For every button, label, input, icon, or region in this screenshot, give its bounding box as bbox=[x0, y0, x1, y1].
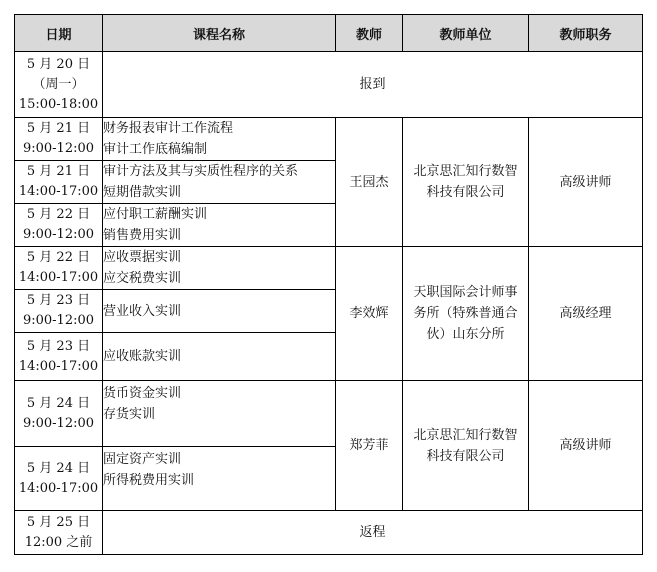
date-cell: 5 月 22 日 14:00-17:00 bbox=[15, 247, 103, 290]
date-cell: 5 月 21 日 14:00-17:00 bbox=[15, 161, 103, 204]
teacher-title: 高级经理 bbox=[529, 247, 643, 381]
teacher-name: 郑芳菲 bbox=[336, 381, 403, 511]
table-row bbox=[15, 118, 643, 161]
date-cell: 5 月 23 日 9:00-12:00 bbox=[15, 290, 103, 333]
teacher-name: 王园杰 bbox=[336, 118, 403, 247]
teacher-name: 李效辉 bbox=[336, 247, 403, 381]
teacher-title: 高级讲师 bbox=[529, 118, 643, 247]
departure-text: 返程 bbox=[103, 511, 643, 555]
date-cell: 5 月 23 日 14:00-17:00 bbox=[15, 333, 103, 381]
header-date: 日期 bbox=[15, 15, 103, 52]
course-cell: 财务报表审计工作流程 审计工作底稿编制 bbox=[103, 118, 336, 161]
course-cell: 营业收入实训 bbox=[103, 290, 336, 333]
course-cell: 应收票据实训 应交税费实训 bbox=[103, 247, 336, 290]
course-cell: 应付职工薪酬实训 销售费用实训 bbox=[103, 204, 336, 247]
schedule-table bbox=[14, 14, 643, 555]
date-cell: 5 月 24 日 9:00-12:00 bbox=[15, 381, 103, 447]
date-cell: 5 月 20 日 （周一） 15:00-18:00 bbox=[15, 52, 103, 118]
header-course: 课程名称 bbox=[103, 15, 336, 52]
course-cell: 固定资产实训 所得税费用实训 bbox=[103, 447, 336, 511]
date-cell: 5 月 25 日 12:00 之前 bbox=[15, 511, 103, 555]
course-cell: 货币资金实训 存货实训 bbox=[103, 381, 336, 447]
date-cell: 5 月 21 日 9:00-12:00 bbox=[15, 118, 103, 161]
table-row-departure bbox=[15, 511, 643, 555]
registration-text: 报到 bbox=[103, 52, 643, 118]
teacher-title: 高级讲师 bbox=[529, 381, 643, 511]
header-row bbox=[15, 15, 643, 52]
table-row bbox=[15, 381, 643, 447]
header-unit: 教师单位 bbox=[403, 15, 529, 52]
teacher-unit: 天职国际会计师事 务所（特殊普通合 伙）山东分所 bbox=[403, 247, 529, 381]
date-cell: 5 月 24 日 14:00-17:00 bbox=[15, 447, 103, 511]
header-title: 教师职务 bbox=[529, 15, 643, 52]
table-row-registration bbox=[15, 52, 643, 118]
teacher-unit: 北京思汇知行数智 科技有限公司 bbox=[403, 381, 529, 511]
header-teacher: 教师 bbox=[336, 15, 403, 52]
table-row bbox=[15, 247, 643, 290]
teacher-unit: 北京思汇知行数智 科技有限公司 bbox=[403, 118, 529, 247]
course-cell: 应收账款实训 bbox=[103, 333, 336, 381]
date-cell: 5 月 22 日 9:00-12:00 bbox=[15, 204, 103, 247]
course-cell: 审计方法及其与实质性程序的关系 短期借款实训 bbox=[103, 161, 336, 204]
